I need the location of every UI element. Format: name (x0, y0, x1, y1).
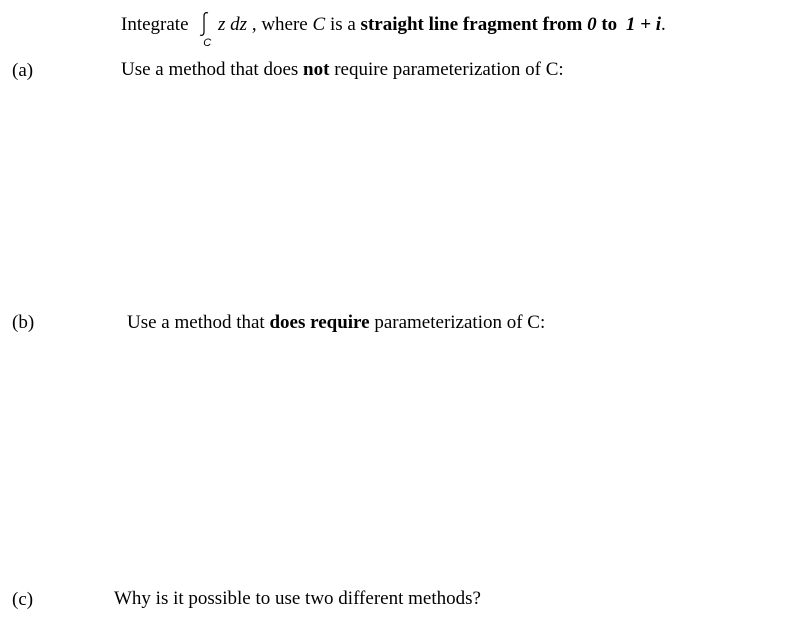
to-value: 1 + i (625, 14, 662, 35)
intro-text: Integrate (121, 14, 189, 35)
part-c-question: Why is it possible to use two different methods? (114, 588, 481, 609)
integral-sign-icon (197, 13, 212, 49)
curve-variable: C (312, 14, 326, 35)
integrand-z: z (218, 14, 226, 35)
part-a-label: (a) (12, 60, 34, 81)
part-b-label: (b) (12, 312, 35, 333)
part-b-text-after: parameterization of C: (374, 312, 546, 333)
is-a-text: is a (329, 14, 356, 35)
problem-statement (121, 13, 666, 49)
comma-where: , where (247, 14, 308, 35)
integrand-dz: dz (230, 14, 248, 35)
to-word: to (601, 14, 618, 35)
end-period: . (661, 14, 666, 35)
part-c-label: (c) (12, 589, 34, 610)
part-a-text-after: require parameterization of C: (334, 59, 564, 80)
part-b-text-before: Use a method that (127, 312, 265, 333)
part-b-question (127, 313, 545, 332)
from-value: 0 (587, 14, 597, 35)
straight-line-phrase: straight line fragment from (360, 14, 583, 35)
part-b-text-bold: does require (269, 312, 370, 333)
part-a-question (121, 60, 564, 79)
integral-subscript: C (203, 37, 212, 49)
part-a-text-before: Use a method that does (121, 59, 299, 80)
part-a-text-bold: not (303, 59, 330, 80)
